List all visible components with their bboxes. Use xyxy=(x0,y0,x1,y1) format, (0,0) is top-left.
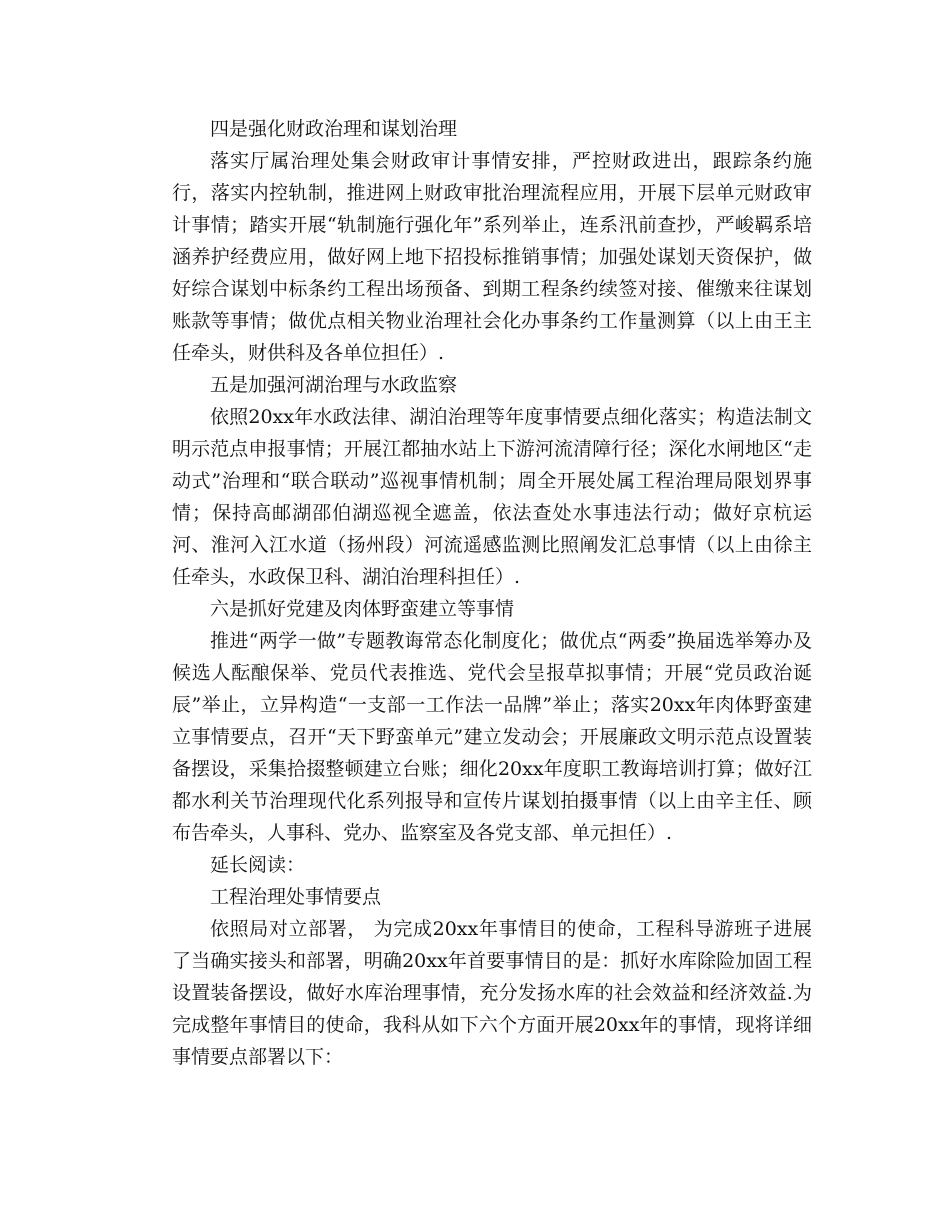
paragraph-party-building: 推进“两学一做”专题教诲常态化制度化；做优点“两委”换届选举筹办及候选人酝酿保举、党员代表推选、党代会呈报草拟事情；开展“党员政治诞辰”举止，立异构造“一支部一工作法一品牌”举止；落实20xx年肉体野蛮建立事情要点，召开“天下野蛮单元”建立发动会；开展廉政文明示范点设置装备摆设，采集拾掇整顿建立台账；细化20xx年度职工教诲培训打算；做好江都水利关节治理现代化系列报导和宣传片谋划拍摄事情（以上由辛主任、顾布告牵头，人事科、党办、监察室及各党支部、单元担任）. xyxy=(172,630,812,844)
paragraph-rivers-lakes: 依照20xx年水政法律、湖泊治理等年度事情要点细化落实；构造法制文明示范点申报事情；开展江都抽水站上下游河流清障行径；深化水闸地区“走动式”治理和“联合联动”巡视事情机制；周全开展处属工程治理局限划界事情；保持高邮湖邵伯湖巡视全遮盖，依法查处水事违法行动；做好京杭运河、淮河入江水道（扬州段）河流遥感监测比照阐发汇总事情（以上由徐主任牵头，水政保卫科、湖泊治理科担任）. xyxy=(172,406,812,588)
document-body xyxy=(172,113,812,1073)
section-heading-rivers-lakes: 五是加强河湖治理与水政监察 xyxy=(210,374,458,396)
section-heading-finance: 四是强化财政治理和谋划治理 xyxy=(210,118,458,140)
extended-reading-label: 延长阅读： xyxy=(210,854,306,876)
section-heading-engineering: 工程治理处事情要点 xyxy=(210,886,382,908)
paragraph-finance: 落实厅属治理处集会财政审计事情安排，严控财政进出，跟踪条约施行，落实内控轨制，推进网上财政审批治理流程应用，开展下层单元财政审计事情；踏实开展“轨制施行强化年”系列举止，连系汛前查抄，严峻羁系培涵养护经费应用，做好网上地下招投标推销事情；加强处谋划天资保护，做好综合谋划中标条约工程出场预备、到期工程条约续签对接、催缴来往谋划账款等事情；做优点相关物业治理社会化办事条约工作量测算（以上由王主任牵头，财供科及各单位担任）. xyxy=(172,150,812,364)
paragraph-engineering: 依照局对立部署， 为完成20xx年事情目的使命，工程科导游班子进展了当确实接头和部署，明确20xx年首要事情目的是：抓好水库除险加固工程设置装备摆设，做好水库治理事情，充分发扬水库的社会效益和经济效益.为完成整年事情目的使命，我科从如下六个方面开展20xx年的事情，现将详细事情要点部署以下： xyxy=(172,918,812,1068)
section-heading-party-building: 六是抓好党建及肉体野蛮建立等事情 xyxy=(210,598,515,620)
